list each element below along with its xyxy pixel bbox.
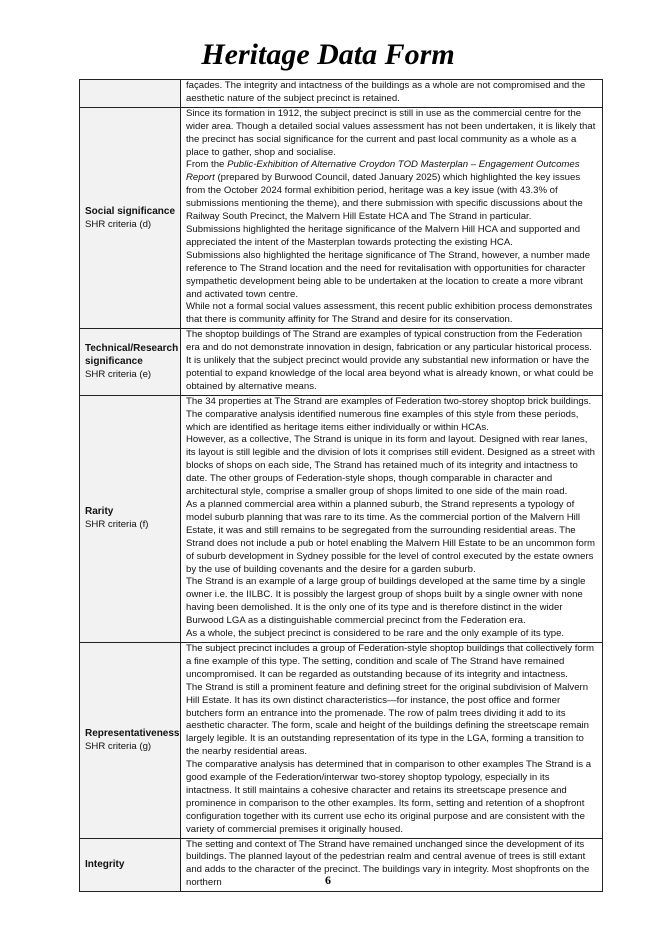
paragraph: The setting and context of The Strand have remained unchanged since the development of its buildings. The planned layout of the pedestrian realm and central avenue of trees is still extant and adds to the character of the precinct. The buildings vary in integrity. Most shopfronts on the northern (186, 838, 590, 889)
citation-title: Public-Exhibition of Alternative Croydon TOD Masterplan – Engagement Outcomes Report (186, 159, 580, 184)
paragraph: However, as a collective, The Strand is unique in its form and layout. Designed with rear lanes, its layout is still legible and the division of lots it comprises still evident. Designed as a street with blocks of shops on each side, The Strand has retained much of its integrity and intactness to date. The other groups of Federation-style shops, though comparable in character and architectural style, comprise a smaller group of shops limited to one side of the main road. (186, 434, 595, 498)
paragraph: The comparative analysis has determined that in comparison to other examples The Strand is a good example of the Federation/interwar two-storey shoptop typology, especially in its intactness. It still maintains a cohesive character and retains its streetscape presence and prominence in comparison to the other examples. Its form, setting and retention of a shopfront configuration together with its current use echo its original purpose and are consistent with the variety of commercial premises it originally housed. (186, 759, 592, 835)
paragraph: As a planned commercial area within a planned suburb, the Strand represents a typology of model suburb planning that was rare to its time. As the commercial portion of the Malvern Hill Estate, it was and still remains to be segregated from the surrounding residential areas. The Strand does not include a pub or hotel enabling the Malvern Hill Estate to be an uncommon form of suburb development in Sydney possible for the level of control executed by the estate owners by the use of building covenants and the desire for a garden suburb. (186, 499, 596, 575)
row-text-cell (181, 329, 603, 396)
row-text-cell (181, 642, 603, 838)
row-criteria: SHR criteria (e) (85, 368, 152, 380)
page-number: 6 (325, 873, 331, 887)
row-label: Social significance (85, 205, 176, 217)
row-label: Rarity (85, 506, 114, 518)
row-label-cell (80, 80, 181, 108)
row-criteria: SHR criteria (f) (85, 519, 149, 531)
heritage-data-table (79, 79, 603, 892)
row-text-cell (181, 107, 603, 328)
citation-prefix: From the (186, 159, 228, 171)
paragraph: As a whole, the subject precinct is considered to be rare and the only example of its type. (186, 628, 565, 640)
table-row-representativeness (80, 642, 603, 838)
table-row-social-significance (80, 107, 603, 328)
page-title: Heritage Data Form (201, 38, 455, 71)
row-criteria: SHR criteria (g) (85, 740, 152, 752)
paragraph-citation (186, 159, 598, 224)
row-label: Representativeness (85, 727, 180, 739)
row-criteria: SHR criteria (d) (85, 218, 152, 230)
row-text-cell (181, 395, 603, 642)
row-label: Technical/Research significance (85, 342, 179, 367)
table-row-rarity (80, 395, 603, 642)
row-label-cell (80, 107, 181, 328)
row-label: Integrity (85, 858, 125, 870)
paragraph: The subject precinct includes a group of Federation-style shoptop buildings that collectively form a fine example of this type. The setting, condition and scale of The Strand have remained uncompromised. It can be regarded as outstanding because of its integrity and intactness. (186, 642, 594, 680)
paragraph: The shoptop buildings of The Strand are examples of typical construction from the Federation era and do not demonstrate innovation in design, fabrication or any particular historical process. It is unlikely that the subject precinct would provide any substantial new information or have the potential to expand knowledge of the local area beyond what is already known, or what could be obtained by alternative means. (186, 329, 594, 392)
paragraph: Since its formation in 1912, the subject precinct is still in use as the commercial centre for the wider area. Though a detailed social values assessment has not been undertaken, it is likely that the precinct has social significance for the current and past local community as a whole as a place to gather, shop and socialise. (186, 107, 596, 158)
table-row-aesthetic-continued (80, 80, 603, 108)
table-row-technical-research (80, 329, 603, 396)
paragraph: Submissions also highlighted the heritage significance of The Strand, however, a number made reference to The Strand location and the need for revitalisation with opportunities for character sympathetic development being able to be undertaken at the location to create a more vibrant and activated town centre. (186, 249, 591, 300)
paragraph: façades. The integrity and intactness of the buildings as a whole are not compromised and the aesthetic nature of the subject precinct is retained. (186, 80, 586, 104)
paragraph: The Strand is an example of a large group of buildings developed at the same time by a single owner i.e. the IILBC. It is possibly the largest group of shops built by a single owner with none having been demolished. It is the only one of its type and is therefore distinct in the wider Burwood LGA as a distinguishable commercial precinct from the Federation era. (186, 576, 586, 627)
row-label-cell (80, 329, 181, 396)
paragraph: The Strand is still a prominent feature and defining street for the original subdivision of Malvern Hill Estate. It has its own distinct characteristics—for instance, the post office and former butchers form an entrance into the promenade. The row of palm trees dividing it add to its aesthetic character. The form, scale and height of the buildings defining the streetscape remain largely legible. It is an outstanding representation of its type in the LGA, forming a transition to the nearby residential areas. (186, 681, 589, 758)
paragraph: While not a formal social values assessment, this recent public exhibition process demonstrates that there is community affinity for The Strand and desire for its conservation. (186, 301, 593, 326)
paragraph: The 34 properties at The Strand are examples of Federation two-storey shoptop brick buildings. The comparative analysis identified numerous fine examples of this style from these periods, which are identified as heritage items either individually or within HCAs. (186, 395, 592, 433)
row-label-cell (80, 642, 181, 838)
row-text-cell (181, 80, 603, 108)
row-label-cell (80, 395, 181, 642)
citation-body: (prepared by Burwood Council, dated January 2025) which highlighted the key issues from the October 2024 formal exhibition period, heritage was a key issue (with 43.3% of submissions mentioning the theme), and there submission with specific discussions about the Railway South Precinct, the Malvern Hill Estate HCA and The Strand in particular. (186, 172, 583, 223)
paragraph: Submissions highlighted the heritage significance of the Malvern Hill HCA and supported and appreciated the intent of the Masterplan towards protecting the existing HCA. (186, 223, 581, 248)
